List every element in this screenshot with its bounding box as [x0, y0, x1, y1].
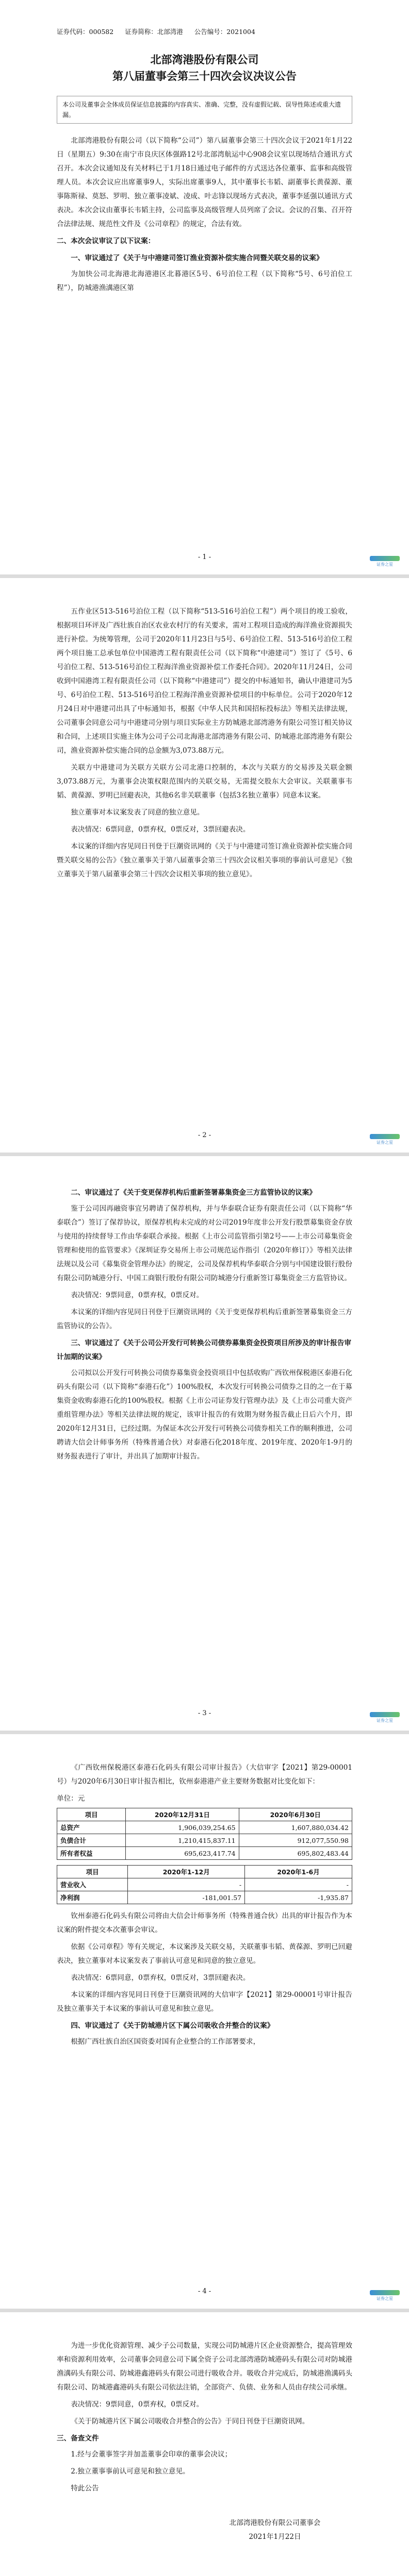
table-row: 总资产 1,906,039,254.65 1,607,880,034.42	[57, 1821, 352, 1834]
paragraph: 钦州泰港石化码头有限公司将由大信会计师事务所（特殊普通合伙）出具的审计报告作为本议案的附件提交本次董事会审议。	[57, 1912, 352, 1934]
announcement-title: 第八届董事会第三十四次会议决议公告	[112, 70, 297, 82]
table-header: 项目	[57, 1866, 128, 1878]
table-header: 2020年1-6月	[245, 1866, 352, 1878]
vote-result: 表决情况：6票同意，0票弃权，0票反对，3票回避表决。	[71, 825, 250, 834]
page-2	[0, 578, 409, 1153]
signature-block	[57, 2516, 352, 2544]
paragraph: 依据《公司章程》等有关规定，本议案涉及关联交易，关联董事韦韬、黄葆源、罗明已回避表决，独立董事对本议案发表了事前认可意见和同意的独立意见。	[57, 1943, 352, 1965]
watermark-logo: 证券之星	[370, 1134, 400, 1145]
paragraph: 《关于防城港片区下属公司吸收合并整合的公告》于同日刊登于巨潮资讯网。	[71, 2417, 309, 2426]
page-5	[0, 2312, 409, 2576]
page-number: - 1 -	[198, 553, 211, 561]
company-title: 北部湾港股份有限公司	[150, 54, 259, 66]
paragraph: 特此公告	[71, 2484, 99, 2493]
resolution-heading: 三、审议通过了《关于公司公开发行可转换公司债券募集资金投资项目所涉及的审计报告审计加期的议案》	[57, 1339, 351, 1361]
table-header: 2020年6月30日	[239, 1808, 352, 1821]
watermark-logo: 证券之星	[370, 1712, 400, 1723]
table-row: 净利润 -181,001.57 -1,935.87	[57, 1891, 352, 1904]
table-header: 项目	[57, 1808, 126, 1821]
table-row: 营业收入 - -	[57, 1878, 352, 1891]
resolution-heading: 二、审议通过了《关于变更保荐机构后重新签署募集资金三方监管协议的议案》	[71, 1189, 316, 1197]
section-heading: 三、备查文件	[57, 2434, 99, 2443]
income-table	[57, 1865, 352, 1904]
balance-sheet-table	[57, 1808, 352, 1860]
page-4	[0, 1734, 409, 2309]
disclaimer-notice: 本公司及董事会全体成员保证信息披露的内容真实、准确、完整，没有虚假记载、误导性陈述或重大遗漏。	[57, 96, 352, 124]
paragraph: 本议案的详细内容见同日刊登于巨潮资讯网的《关于变更保荐机构后重新签署募集资金三方监管协议的公告》。	[57, 1308, 352, 1330]
vote-result: 表决情况：6票同意，0票弃权，0票反对，3票回避表决。	[71, 1974, 250, 1982]
paragraph: 关联方中港建司为关联方关联方公司北港口控制的，本次与关联方的交易涉及关联金额3,073.88万元，为董事会决策权限范围内的关联交易，无需提交股东大会审议。关联董事韦韬、黄葆源、罗明已回避表决，其他6名非关联董事（包括3名独立董事）同意本议案。	[57, 764, 352, 800]
watermark-logo: 证券之星	[370, 556, 400, 567]
paragraph: 鉴于公司因再融资事宜另聘请了保荐机构，并与华泰联合证券有限责任公司（以下简称“华泰联合”）签订了保荐协议，原保荐机构未完成的对公司2019年度非公开发行股票募集资金存放与使用的持续督导工作由华泰联合承接。根据《上市公司监管指引第2号——上市公司募集资金管理和使用的监管要求》《深圳证券交易所上市公司规范运作指引（2020年修订）》等相关法律法规以及公司《募集资金管理办法》的规定，公司及保荐机构华泰联合分别与中国建设银行股份有限公司防城港分行、中国工商银行股份有限公司防城港分行重新签订募集资金三方监管协议。	[57, 1205, 352, 1282]
table-header: 2020年1-12月	[128, 1866, 245, 1878]
paragraph: 1.经与会董事签字并加盖董事会印章的董事会决议；	[71, 2450, 232, 2459]
paragraph: 本议案的详细内容见同日刊登于巨潮资讯网的大信审字【2021】第29-00001号审计报告及独立董事关于本议案的事前认可意见和独立意见。	[57, 1991, 352, 2013]
page-number: - 2 -	[198, 1131, 211, 1139]
paragraph: 根据广西壮族自治区国资委对国有企业整合的工作部署要求，	[71, 2038, 260, 2046]
page-3	[0, 1156, 409, 1731]
resolution-heading: 四、审议通过了《关于防城港片区下属公司吸收合并整合的议案》	[71, 2022, 274, 2030]
table-row: 所有者权益 695,623,417.74 695,802,483.44	[57, 1847, 352, 1860]
table-header: 2020年12月31日	[126, 1808, 239, 1821]
stock-code: 证券代码：000582	[57, 28, 114, 36]
stock-short-name: 证券简称：北部湾港	[125, 28, 183, 36]
paragraph: 为加快公司北海港北海港港区北暮港区5号、6号泊位工程（以下简称“5号、6号泊位工程”），防城港渔澫港区第	[57, 270, 352, 292]
resolution-heading: 一、审议通过了《关于与中港建司签订渔业资源补偿实施合同暨关联交易的议案》	[71, 254, 323, 262]
vote-result: 表决情况：9票同意，0票弃权，0票反对。	[71, 1291, 204, 1299]
paragraph: 本议案的详细内容见同日刊登于巨潮资讯网的《关于与中港建司签订渔业资源补偿实施合同暨关联交易的公告》《独立董事关于第八届董事会第三十四次会议相关事项的事前认可意见》《独立董事关于第八届董事会第三十四次会议相关事项的独立意见》。	[57, 842, 352, 878]
paragraph: 五作业区513-516号泊位工程（以下简称“513-516号泊位工程”）两个项目的竣工验收，根据项目环评及广西壮族自治区农业农村厅的有关要求，需对工程项目造成的海洋渔业资源损失进行补偿。为统筹管理，公司于2020年11月23日与5号、6号泊位工程、513-516号泊位工程两个项目施工总承包单位中国港湾工程有限责任公司（以下简称“中港建司”）签订了《5号、6号泊位工程、513-516号泊位工程海洋渔业资源补偿工作委托合同》。2020年11月24日，公司收到中国港湾工程有限责任公司（以下简称“中港建司”）提交的中标通知书，确认中港建司为5号、6号泊位工程、513-516号泊位工程海洋渔业资源补偿项目的中标单位。公司于2020年12月24日对中港建司出具了中标通知书，根据《中华人民共和国招标投标法》等相关法律法规，公司董事会同意公司与中港建司分别与项目实际业主方防城港北部湾港务有限公司签订相关协议和合同，上述项目实施主体为公司子公司北海港北部湾港务有限公司、防城港北部湾港务有限公司，渔业资源补偿实施合同的总金额为3,073.88万元。	[57, 607, 352, 755]
page-number: - 4 -	[198, 2287, 211, 2295]
table-row: 负债合计 1,210,415,837.11 912,077,550.98	[57, 1834, 352, 1847]
page-1	[0, 0, 409, 574]
paragraph: 公司拟以公开发行可转换公司债券募集资金投资项目中包括收购广西钦州保税港区泰港石化码头有限公司（以下简称“泰港石化”）100%股权，本次发行可转换公司债券之目的之一在于募集资金收购泰港石化的100%股权。根据《上市公司证券发行管理办法》及《上市公司重大资产重组管理办法》等相关法律法规的规定，该审计报告的有效期为财务报告截止日后六个月，即2020年12月31日，已经过期。为保证本次公开发行可转换公司债券相关工作的顺利推进，公司聘请大信会计师事务所（特殊普通合伙）对泰港石化2018年度、2019年度、2020年1-9月的财务报表进行了审计，并出具了加期审计报告。	[57, 1369, 352, 1461]
paragraph: 《广西钦州保税港区泰港石化码头有限公司审计报告》（大信审字【2021】第29-00001号）与2020年6月30日审计报告相比，钦州泰港港产业主要财务数据对比变化如下：	[57, 1764, 352, 1786]
watermark-logo: 证券之星	[370, 2290, 400, 2301]
section-heading: 二、本次会议审议了以下议案：	[57, 237, 155, 245]
paragraph: 2.独立董事事前认可意见和独立意见。	[71, 2467, 190, 2476]
announcement-number: 公告编号：2021004	[194, 28, 255, 36]
paragraph: 北部湾港股份有限公司（以下简称“公司”）第八届董事会第三十四次会议于2021年1月22日（星期五）9:30在南宁市良庆区体强路12号北部湾航运中心908会议室以现场结合通讯方式召开。本次会议通知及有关材料已于1月18日通过电子邮件的方式送达各位董事、监事和高级管理人员。本次会议应出席董事9人，实际出席董事9人，其中董事长韦韬、副董事长黄葆源、董事陈斯禄、莫怒、罗明、独立董事凌斌、凌成、叶志锋以现场方式表决，董事李延强以通讯方式表决。本次会议由董事长韦韬主持，公司监事及高级管理人员列席了会议。会议的召集、召开符合法律法规、规范性文件及《公司章程》的规定，合法有效。	[57, 137, 352, 228]
signing-company: 北部湾港股份有限公司董事会	[229, 2519, 321, 2527]
page-number: - 3 -	[198, 1709, 211, 1717]
doc-header	[57, 27, 352, 36]
signing-date: 2021年1月22日	[249, 2533, 301, 2541]
paragraph: 为进一步优化资源管理、减少子公司数量，实现公司防城港片区企业资源整合，提高管理效率和资源利用效率，公司董事会同意公司下属全资子公司北部湾港防城港码头有限公司对防城港渔澫码头有限公司、防城港鑫港码头有限公司进行吸收合并。吸收合并完成后，防城港渔澫码头有限公司、防城港鑫港码头有限公司依法注销，全部资产、负债、业务和人员由存续公司承继。	[57, 2342, 352, 2392]
vote-result: 表决情况：9票同意，0票弃权，0票反对。	[71, 2400, 204, 2409]
table-unit: 单位：元	[57, 1794, 85, 1803]
paragraph: 独立董事对本议案发表了同意的独立意见。	[71, 808, 204, 817]
